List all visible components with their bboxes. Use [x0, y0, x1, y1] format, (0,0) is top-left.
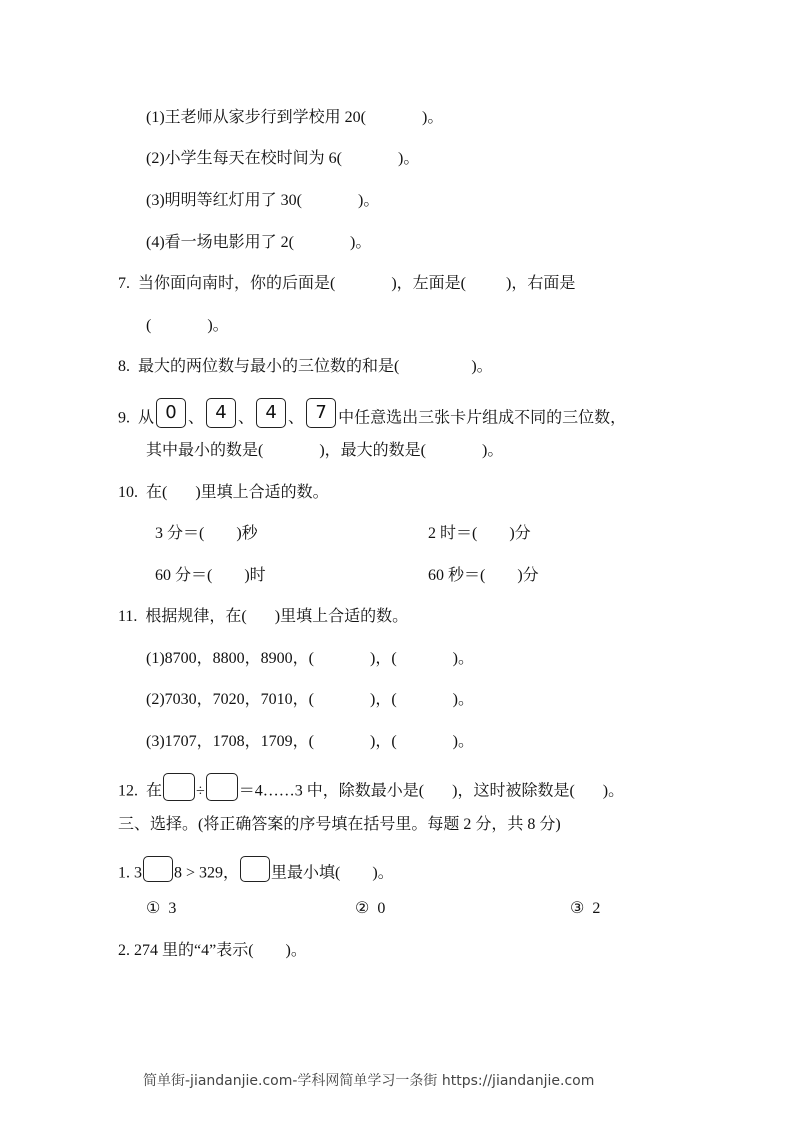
question-12 — [118, 778, 624, 806]
question-9-line-1: 9. 从 0 、 4 、 4 、 7 中任意选出三张卡片组成不同的三位数， — [118, 404, 626, 434]
choice-1 — [118, 861, 394, 887]
choice-1-suffix: 里最小填( )。 — [271, 864, 394, 882]
question-6-item-4: (4)看一场电影用了 2( )。 — [146, 234, 372, 251]
question-6-item-3: (3)明明等红灯用了 30( )。 — [146, 192, 380, 209]
digit-box — [143, 856, 173, 882]
answer-box — [206, 773, 238, 801]
question-6-item-1: (1)王老师从家步行到学校用 20( )。 — [146, 109, 444, 126]
number-card: 0 — [156, 398, 186, 428]
question-12-suffix: ＝4……3 中，除数最小是( )，这时被除数是( )。 — [238, 782, 625, 800]
question-8: 8. 最大的两位数与最小的三位数的和是( )。 — [118, 358, 493, 375]
question-6-item-2: (2)小学生每天在校时间为 6( )。 — [146, 150, 420, 167]
question-10-c: 60 分＝( )时 — [155, 567, 266, 584]
digit-box — [240, 856, 270, 882]
choice-1-option-3: ③ 2 — [570, 900, 601, 917]
question-11-item-1: (1)8700，8800，8900，( )，( )。 — [146, 650, 474, 667]
division-sign: ÷ — [196, 782, 205, 800]
question-11-item-3: (3)1707，1708，1709，( )，( )。 — [146, 733, 474, 750]
choice-1-option-2: ② 0 — [355, 900, 386, 917]
question-10: 10. 在( )里填上合适的数。 — [118, 484, 329, 501]
question-10-b: 2 时＝( )分 — [428, 525, 531, 542]
footer-watermark: 简单街-jiandanjie.com-学科网简单学习一条街 https://jiandanjie.com — [143, 1073, 595, 1089]
number-card: 7 — [306, 398, 336, 428]
question-12-prefix: 12. 在 — [118, 782, 163, 800]
question-11-item-2: (2)7030，7020，7010，( )，( )。 — [146, 691, 474, 708]
choice-2: 2. 274 里的“4”表示( )。 — [118, 942, 307, 959]
number-card: 4 — [256, 398, 286, 428]
question-10-a: 3 分＝( )秒 — [155, 525, 258, 542]
section-3-heading: 三、选择。(将正确答案的序号填在括号里。每题 2 分，共 8 分) — [118, 816, 561, 833]
question-7-line-1: 7. 当你面向南时，你的后面是( )，左面是( )，右面是 — [118, 275, 576, 292]
question-9-prefix: 9. 从 — [118, 409, 155, 427]
question-11: 11. 根据规律，在( )里填上合适的数。 — [118, 608, 409, 625]
answer-box — [163, 773, 195, 801]
choice-1-mid: 8 > 329， — [174, 864, 240, 882]
question-7-line-2: ( )。 — [146, 317, 229, 334]
question-9-suffix: 中任意选出三张卡片组成不同的三位数， — [338, 409, 627, 427]
number-card: 4 — [206, 398, 236, 428]
question-9-line-2: 其中最小的数是( )，最大的数是( )。 — [146, 442, 504, 459]
question-10-d: 60 秒＝( )分 — [428, 567, 539, 584]
choice-1-prefix: 1. 3 — [118, 864, 142, 882]
choice-1-option-1: ① 3 — [146, 900, 177, 917]
